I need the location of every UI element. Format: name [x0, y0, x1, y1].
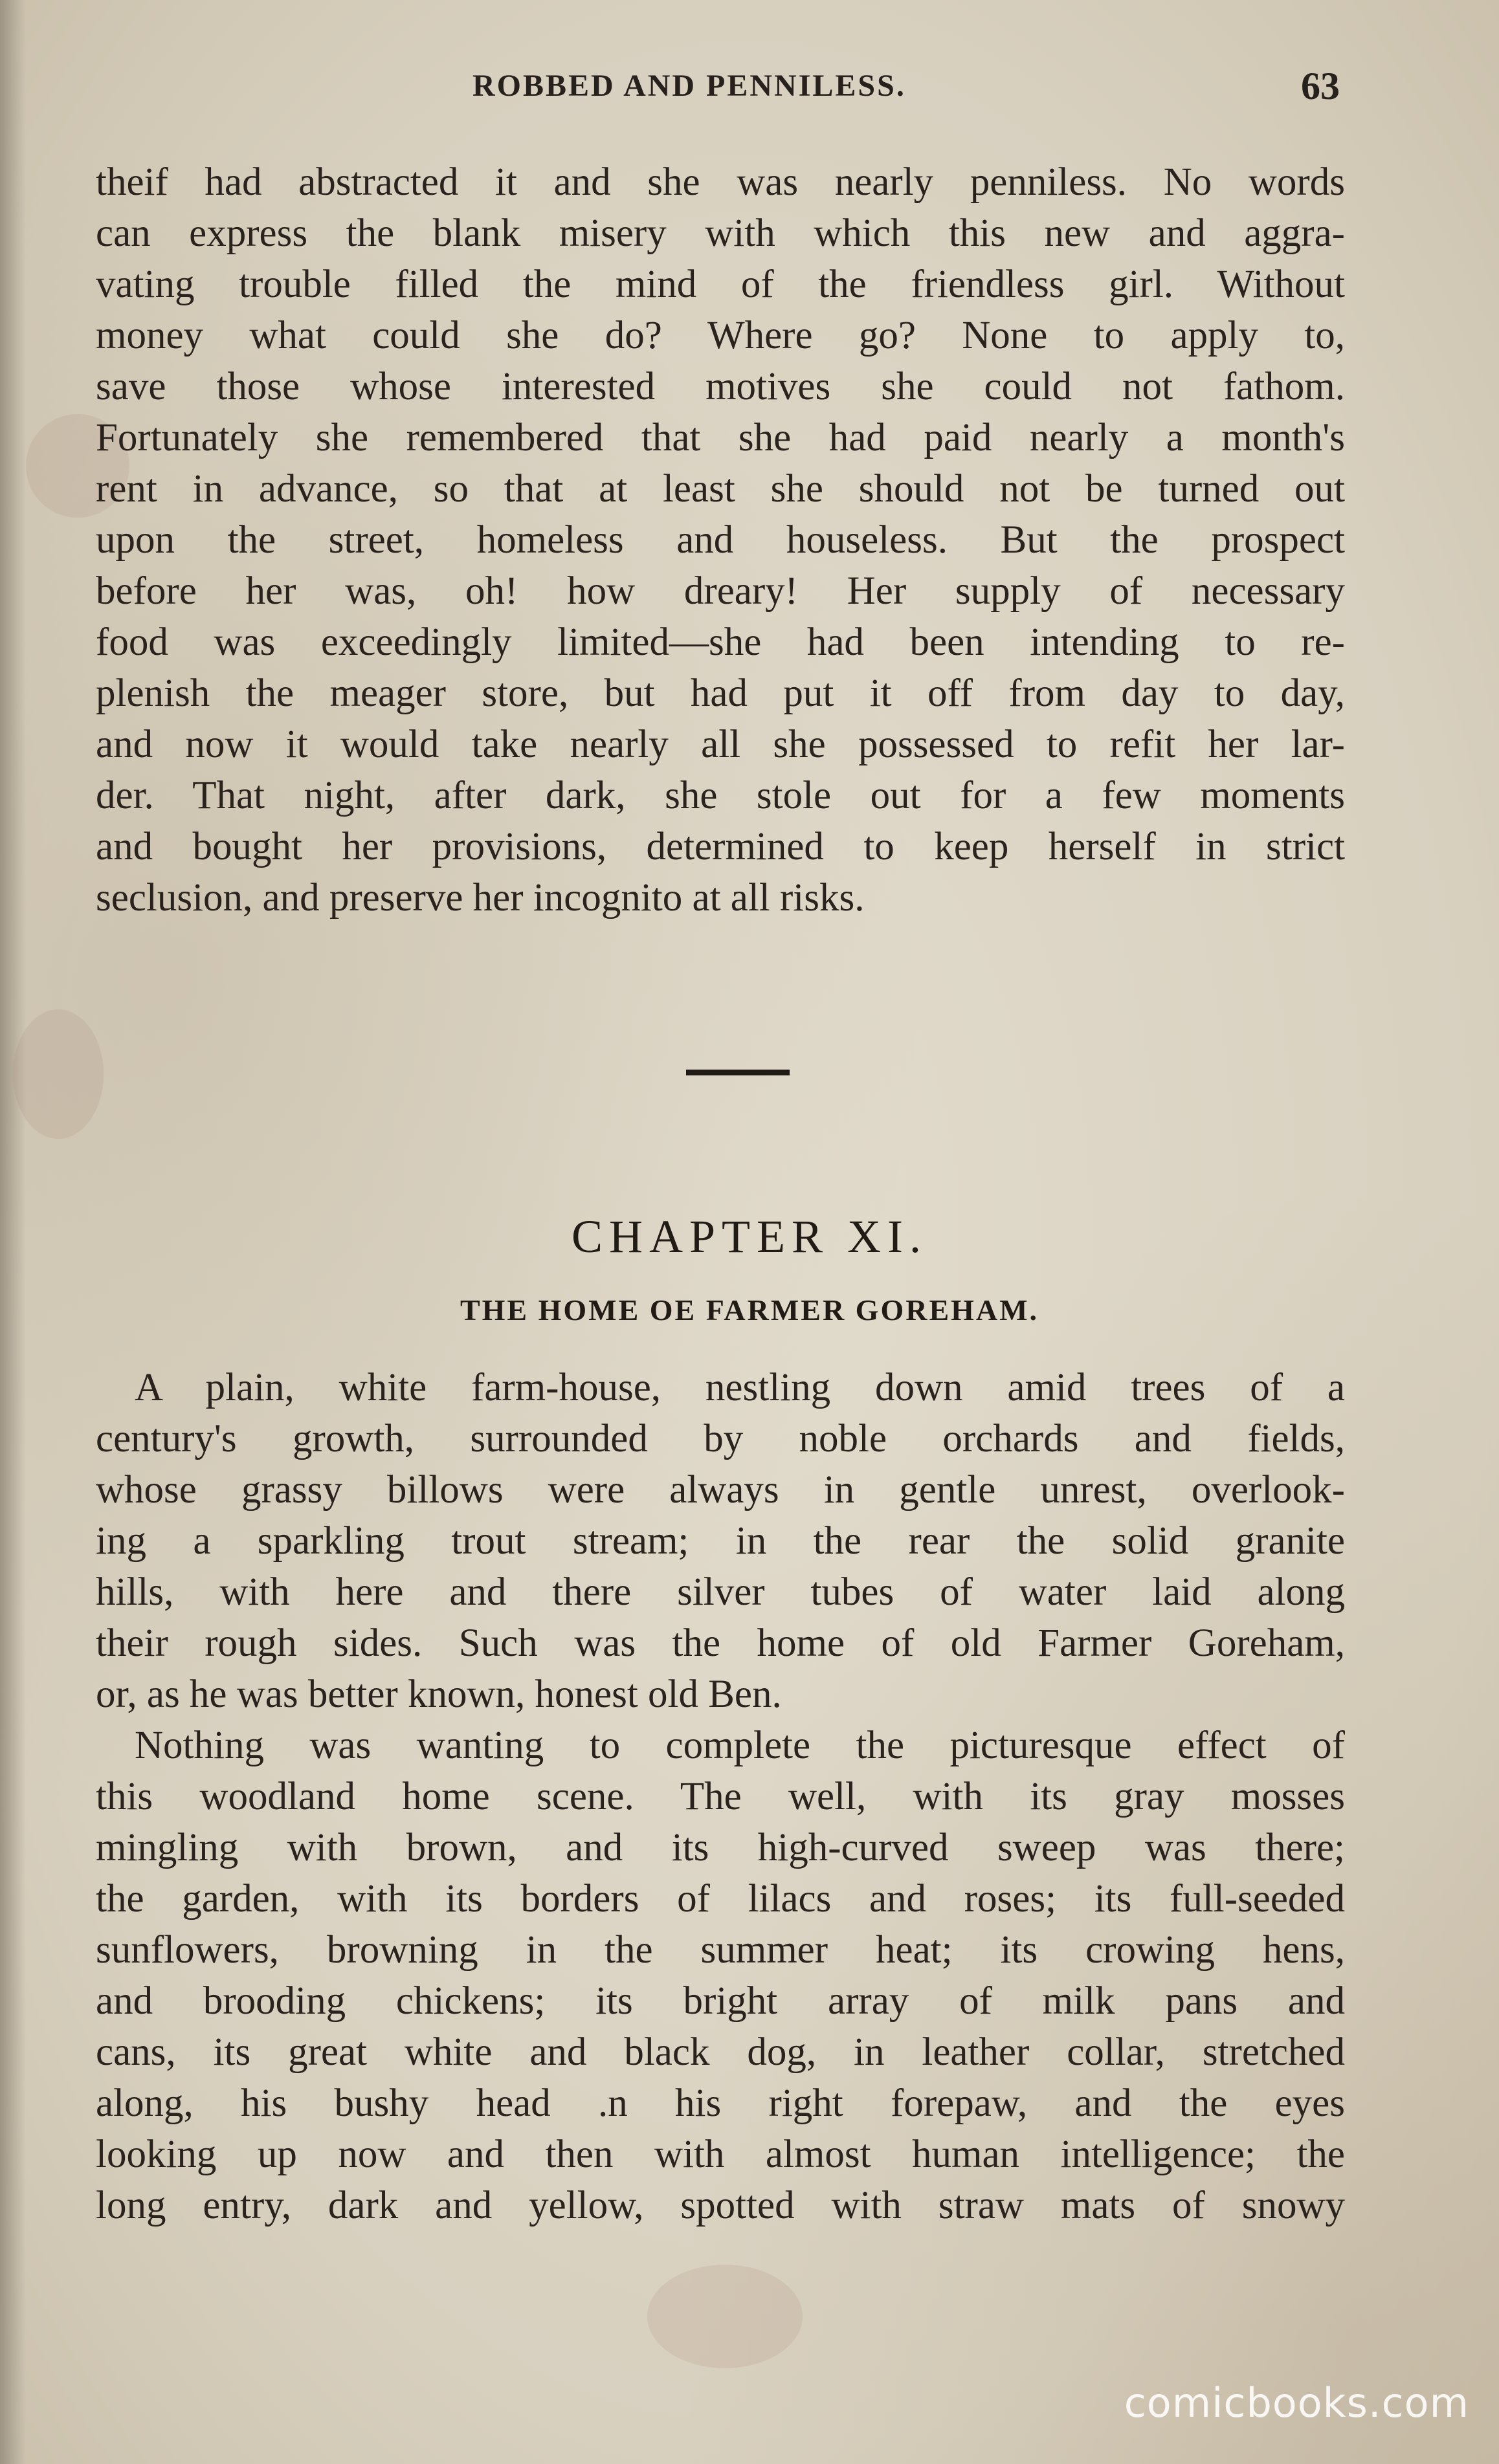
paper-stain [13, 1009, 104, 1139]
text-line: along, his bushy head .n his right forepaw, and the eyes [96, 2082, 1345, 2125]
text-line: food was exceedingly limited—she had been intending to re- [96, 621, 1345, 664]
text-line: this woodland home scene. The well, with its gray mosses [96, 1775, 1345, 1818]
text-line: mingling with brown, and its high-curved sweep was there; [96, 1826, 1345, 1869]
text-line: upon the street, homeless and houseless. But the prospect [96, 518, 1345, 562]
chapter-subtitle: THE HOME OE FARMER GOREHAM. [460, 1293, 1039, 1326]
text-line: before her was, oh! how dreary! Her supply of necessary [96, 569, 1345, 613]
paragraph-woodland-scene [96, 1720, 1345, 2231]
text-line: and brooding chickens; its bright array of milk pans and [96, 1979, 1345, 2023]
text-line: der. That night, after dark, she stole out for a few moments [96, 774, 1345, 817]
section-divider [686, 1070, 790, 1075]
text-line: long entry, dark and yellow, spotted with straw mats of snowy [96, 2184, 1345, 2227]
text-line: whose grassy billows were always in gentle unrest, overlook- [96, 1468, 1345, 1512]
text-line: vating trouble filled the mind of the friendless girl. Without [96, 263, 1345, 306]
text-line: cans, its great white and black dog, in leather collar, stretched [96, 2030, 1345, 2074]
text-line: rent in advance, so that at least she should not be turned out [96, 467, 1345, 511]
paragraph-farmhouse [96, 1362, 1345, 1720]
text-line: their rough sides. Such was the home of old Farmer Goreham, [96, 1622, 1345, 1665]
page-number: 63 [1301, 65, 1340, 107]
text-line: plenish the meager store, but had put it off from day to day, [96, 672, 1345, 715]
text-line: money what could she do? Where go? None to apply to, [96, 314, 1345, 357]
text-line: ing a sparkling trout stream; in the rear the solid granite [96, 1519, 1345, 1563]
chapter-title: CHAPTER XI. [571, 1211, 927, 1262]
text-line: A plain, white farm-house, nestling down amid trees of a [135, 1366, 1345, 1409]
text-line: century's growth, surrounded by noble orchards and fields, [96, 1417, 1345, 1460]
text-line: and bought her provisions, determined to keep herself in strict [96, 825, 1345, 868]
text-line: hills, with here and there silver tubes of water laid along [96, 1570, 1345, 1614]
text-line: and now it would take nearly all she possessed to refit her lar- [96, 723, 1345, 766]
running-head [0, 65, 1499, 113]
watermark: comicbooks.com [1124, 2379, 1469, 2426]
text-line: the garden, with its borders of lilacs and roses; its full-seeded [96, 1877, 1345, 1920]
text-line: or, as he was better known, honest old Ben. [96, 1673, 782, 1716]
text-line: can express the blank misery with which this new and aggra- [96, 212, 1345, 255]
text-line: Fortunately she remembered that she had paid nearly a month's [96, 416, 1345, 459]
continued-paragraph [96, 157, 1345, 923]
text-line: sunflowers, browning in the summer heat; its crowing hens, [96, 1928, 1345, 1972]
running-title: ROBBED AND PENNILESS. [472, 69, 906, 103]
text-line: save those whose interested motives she could not fathom. [96, 365, 1345, 408]
text-line: looking up now and then with almost human intelligence; the [96, 2133, 1345, 2176]
text-line: theif had abstracted it and she was nearly penniless. No words [96, 160, 1345, 204]
text-line: Nothing was wanting to complete the picturesque effect of [135, 1724, 1345, 1767]
text-line: seclusion, and preserve her incognito at all risks. [96, 876, 865, 919]
paper-stain [647, 2265, 803, 2368]
